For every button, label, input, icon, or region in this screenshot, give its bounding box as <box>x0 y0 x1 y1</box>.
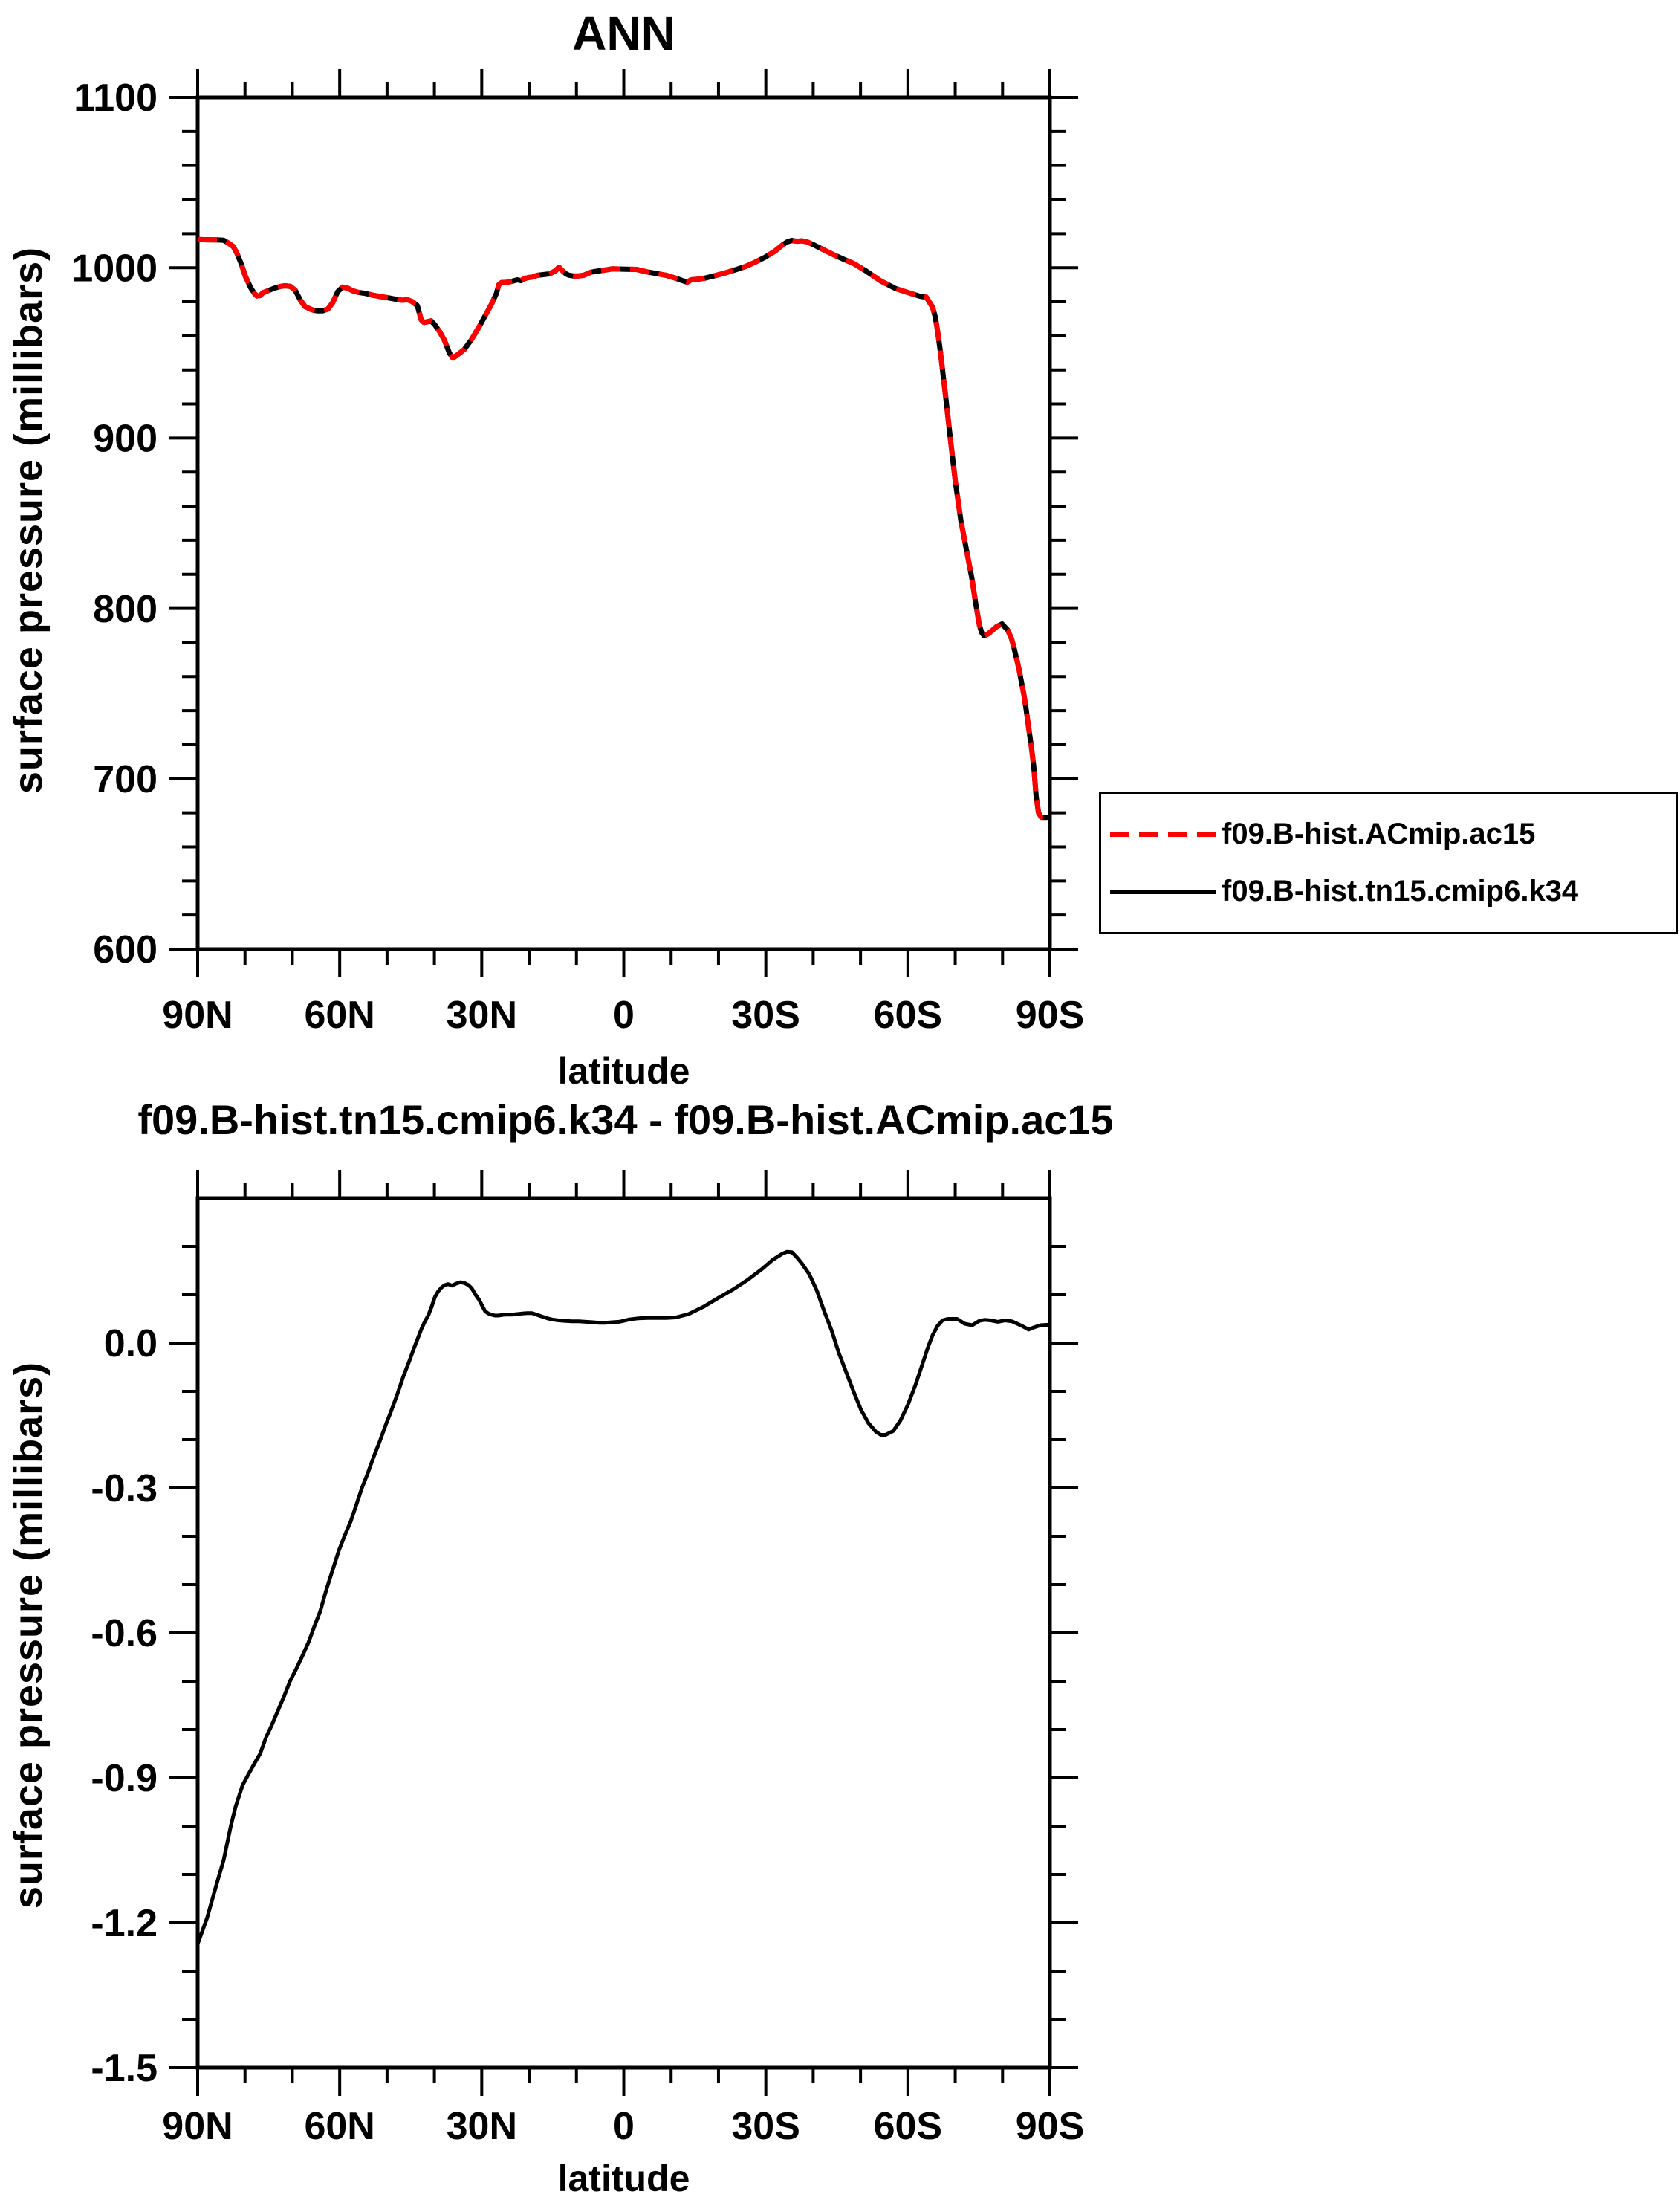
top-chart-title: ANN <box>572 7 675 60</box>
x-tick-label: 0 <box>613 2105 635 2148</box>
x-tick-label: 30N <box>446 2105 518 2148</box>
plot-frame <box>198 97 1050 949</box>
legend-label: f09.B-hist.tn15.cmip6.k34 <box>1222 875 1579 908</box>
legend-entry-acmip <box>1101 818 1676 851</box>
x-tick-label: 90N <box>162 2105 233 2148</box>
y-tick-label: -0.3 <box>91 1467 158 1511</box>
y-tick-label: -0.6 <box>91 1612 158 1656</box>
x-tick-label: 60S <box>873 2105 943 2148</box>
red-dashed-line-sample <box>1110 832 1216 837</box>
y-tick-label: 1000 <box>71 247 158 291</box>
y-tick-label: 1100 <box>74 77 158 120</box>
top-chart <box>71 69 1084 1037</box>
y-tick-label: -1.5 <box>91 2047 158 2091</box>
x-tick-label: 60S <box>873 994 943 1037</box>
x-tick-label: 60N <box>304 994 375 1037</box>
x-tick-label: 30S <box>731 994 800 1037</box>
black-solid-line-sample <box>1110 890 1216 894</box>
x-tick-label: 90S <box>1015 2105 1085 2148</box>
bottom-chart <box>91 1170 1084 2148</box>
plot-frame <box>198 1198 1050 2068</box>
y-tick-label: 700 <box>93 758 158 801</box>
x-tick-label: 0 <box>613 994 635 1037</box>
x-tick-label: 30S <box>731 2105 800 2148</box>
y-tick-label: 800 <box>93 587 158 631</box>
x-tick-label: 90S <box>1015 994 1085 1037</box>
bottom-y-axis-title: surface pressure (millibars) <box>6 1361 51 1909</box>
bottom-x-axis-title: latitude <box>557 2158 690 2199</box>
series-line-difference <box>198 1252 1050 1944</box>
x-tick-label: 60N <box>304 2105 375 2148</box>
y-tick-label: 0.0 <box>103 1322 158 1366</box>
series-line-f09.B-hist.tn15.cmip6.k34 <box>198 239 1050 818</box>
bottom-chart-title: f09.B-hist.tn15.cmip6.k34 - f09.B-hist.ACmip.ac15 <box>137 1096 1114 1143</box>
top-x-axis-title: latitude <box>557 1050 690 1092</box>
legend-entry-tn15 <box>1101 875 1676 908</box>
y-tick-label: 900 <box>93 417 158 461</box>
legend-label: f09.B-hist.ACmip.ac15 <box>1222 818 1536 850</box>
top-y-axis-title: surface pressure (millibars) <box>6 246 51 795</box>
y-tick-label: -1.2 <box>91 1902 158 1946</box>
x-tick-label: 90N <box>162 994 233 1037</box>
series-line-f09.B-hist.ACmip.ac15 <box>198 239 1050 818</box>
legend-box <box>1099 792 1678 934</box>
y-tick-label: 600 <box>93 928 158 972</box>
y-tick-label: -0.9 <box>91 1757 158 1801</box>
x-tick-label: 30N <box>446 994 518 1037</box>
